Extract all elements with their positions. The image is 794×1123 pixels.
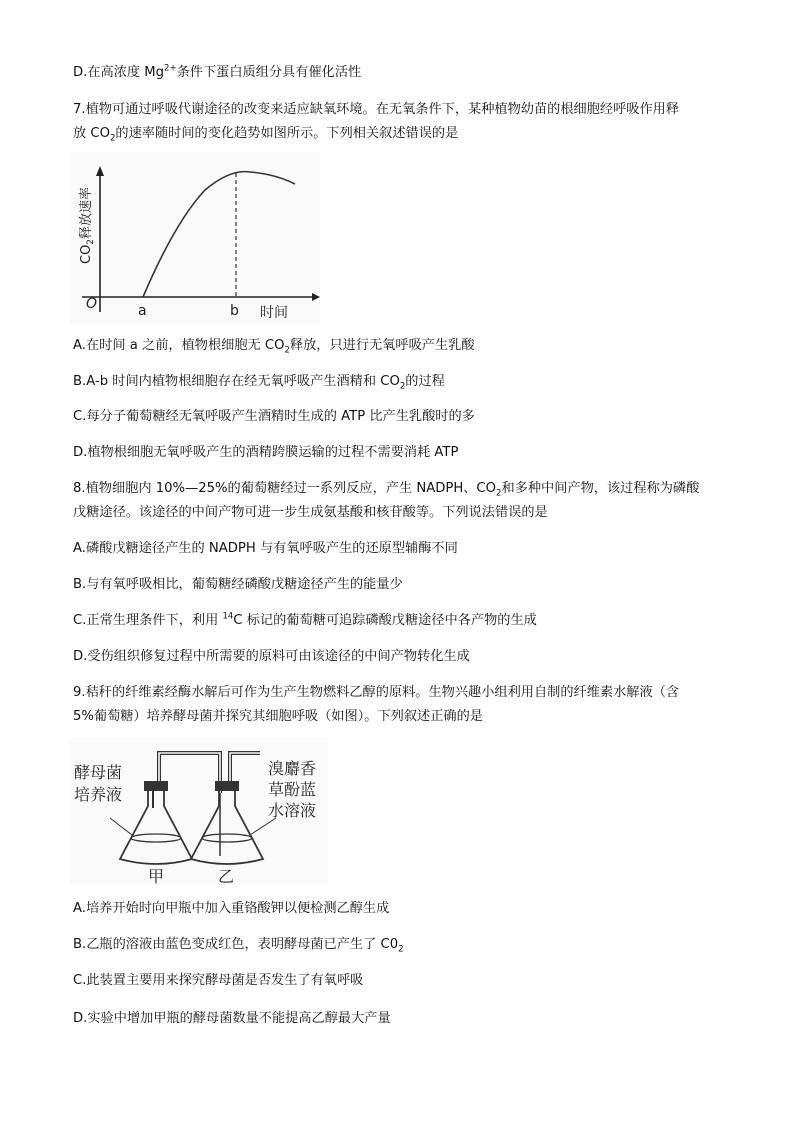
fig2-label-culture: 培养液: [74, 785, 123, 804]
q7-option-d: D.植物根细胞无氧呼吸产生的酒精跨膜运输的过程不需要消耗 ATP: [73, 445, 459, 460]
fig1-y-axis-label: $CO_2$释放速率: [79, 186, 96, 264]
q7-stem-line-2: 放 $CO_2$的速率随时间的变化趋势如图所示。下列相关叙述错误的是: [73, 126, 459, 144]
q8-stem-line-1: 8.植物细胞内 10%—25%的葡萄糖经过一系列反应，产生 NADPH、$CO_2$和多种中间产物，该过程称为磷酸: [73, 481, 700, 499]
q9-option-d: D.实验中增加甲瓶的酵母菌数量不能提高乙醇最大产量: [73, 1011, 391, 1026]
q9-stem-line-1: 9.秸秆的纤维素经酶水解后可作为生产生物燃料乙醇的原料。生物兴趣小组利用自制的纤维素水解液（含: [73, 685, 680, 700]
fig2-label-yeast: 酵母菌: [74, 763, 123, 782]
q7-option-c: C.每分子葡萄糖经无氧呼吸产生酒精时生成的 ATP 比产生乳酸时的多: [73, 409, 475, 424]
q9-option-c: C.此装置主要用来探究酵母菌是否发生了有氧呼吸: [73, 973, 364, 988]
q8-option-b: B.与有氧呼吸相比，葡萄糖经磷酸戊糖途径产生的能量少: [73, 577, 403, 592]
q8-option-c: C.正常生理条件下，利用 $^{14}$C 标记的葡萄糖可追踪磷酸戊糖途径中各产物的生成: [73, 611, 537, 628]
q7-option-a: A.在时间 a 之前，植物根细胞无 $CO_2$释放，只进行无氧呼吸产生乳酸: [73, 338, 475, 356]
fig2-label-btb-3: 水溶液: [268, 801, 317, 820]
fig2-label-btb-2: 草酚蓝: [268, 780, 317, 799]
q9-stem-line-2: 5%葡萄糖）培养酵母菌并探究其细胞呼吸（如图）。下列叙述正确的是: [73, 709, 483, 724]
q9-option-a: A.培养开始时向甲瓶中加入重铬酸钾以便检测乙醇生成: [73, 901, 390, 916]
fig1-b-label: b: [230, 303, 239, 319]
q6-option-d: D.在高浓度 $Mg^{2+}$条件下蛋白质组分具有催化活性: [73, 63, 362, 80]
q8-option-a: A.磷酸戊糖途径产生的 NADPH 与有氧呼吸产生的还原型辅酶不同: [73, 541, 458, 556]
fig2-label-btb-1: 溴麝香: [268, 759, 317, 778]
fig1-origin-label: O: [86, 296, 98, 312]
fig2-flask-jia-label: 甲: [148, 867, 165, 884]
q7-stem-line-1: 7.植物可通过呼吸代谢途径的改变来适应缺氧环境。在无氧条件下，某种植物幼苗的根细胞经呼吸作用释: [73, 102, 680, 117]
q7-figure-co2-curve: [70, 152, 320, 324]
fig2-flask-yi-label: 乙: [218, 867, 235, 884]
fig1-x-axis-label: 时间: [260, 305, 288, 321]
q8-stem-line-2: 戊糖途径。该途径的中间产物可进一步生成氨基酸和核苷酸等。下列说法错误的是: [73, 505, 548, 520]
q9-option-b: B.乙瓶的溶液由蓝色变成红色，表明酵母菌已产生了 $C0_2$: [73, 937, 404, 955]
q9-figure-yeast-flasks: [70, 738, 328, 884]
q7-option-b: B.A-b 时间内植物根细胞存在经无氧呼吸产生酒精和 $CO_2$的过程: [73, 374, 445, 392]
fig1-a-label: a: [138, 303, 147, 319]
q8-option-d: D.受伤组织修复过程中所需要的原料可由该途径的中间产物转化生成: [73, 649, 470, 664]
